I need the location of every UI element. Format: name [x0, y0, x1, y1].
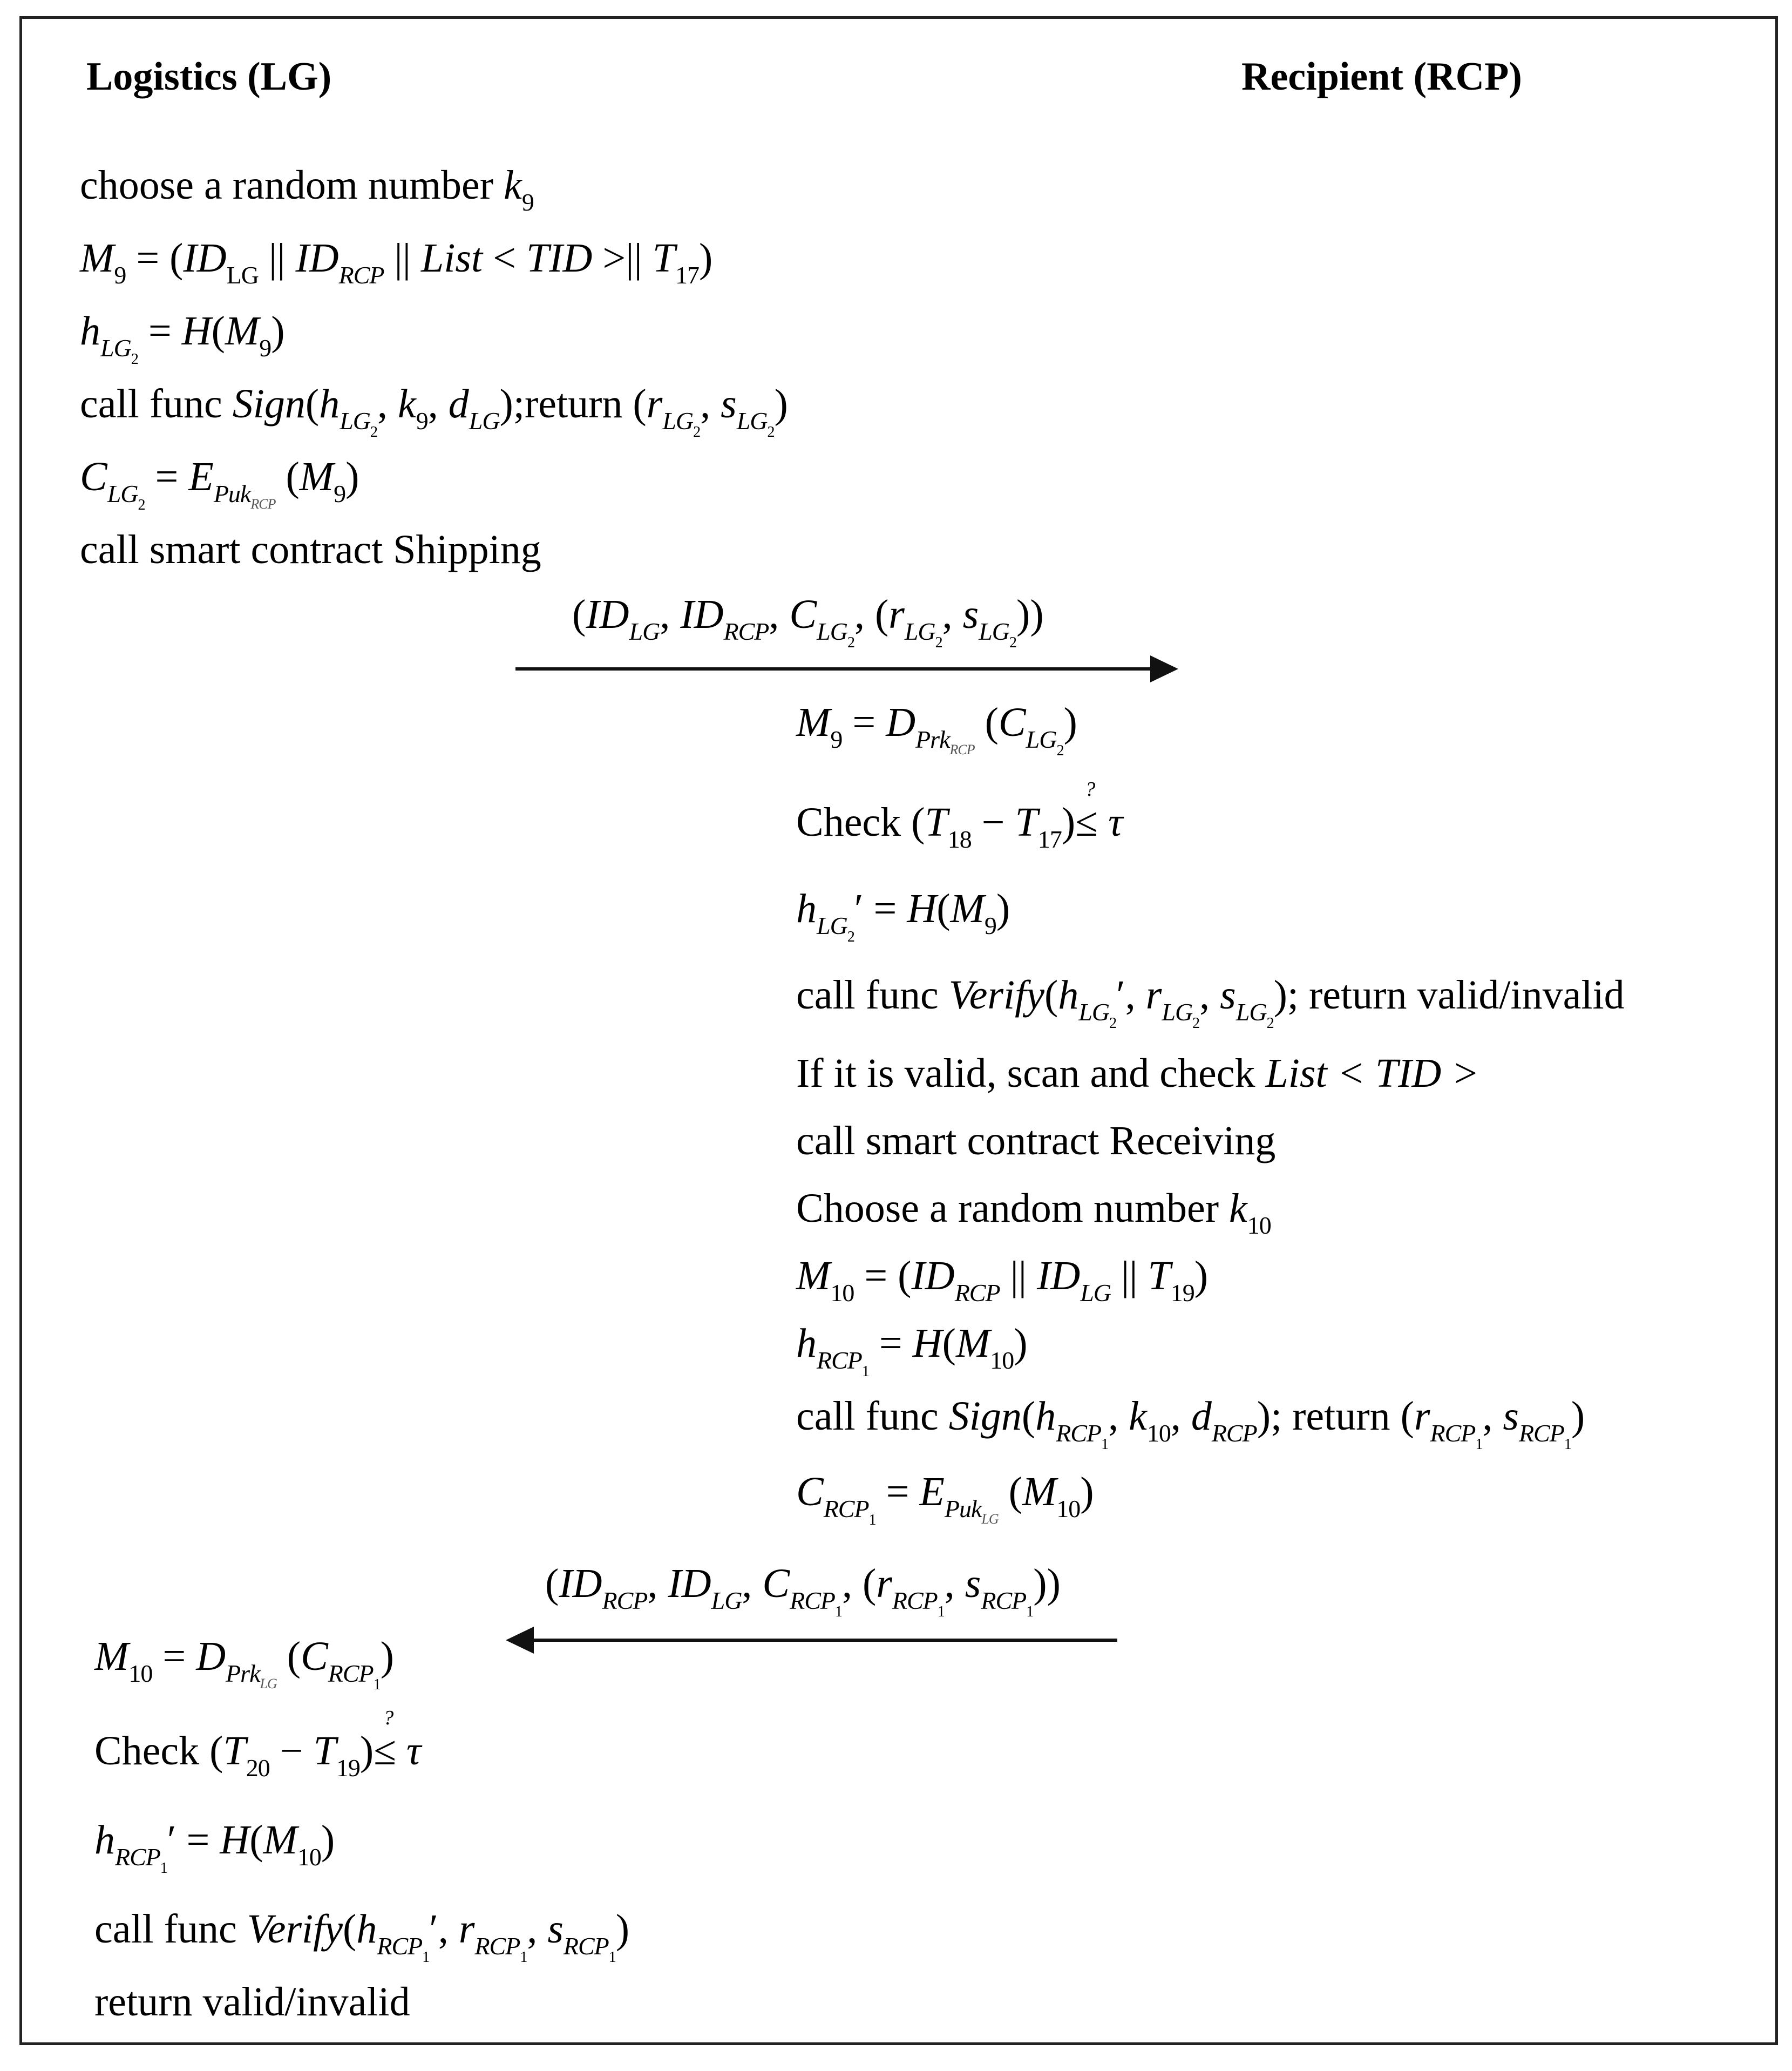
step-text: Check	[94, 1728, 210, 1774]
lg-step-return: return valid/invalid	[94, 1979, 410, 2025]
step-text: call func	[796, 1393, 949, 1439]
lg-step-check-time: Check $(T_{20} - T_{19})$ ? ≤ τ	[94, 1707, 422, 1782]
lg-step-encrypt: $C_{LG_2} = E_{Puk_{RCP}}$ $(M_9)$	[80, 454, 359, 513]
lg-step-sign: call func $Sign(h_{LG_2}$, $k_9$, $d_{LG});return$ ($r_{LG_2}$, $s_{LG_2}$)	[80, 381, 788, 441]
lg-step-rehash: $h_{RCP_1}' = H(M_{10})$	[94, 1817, 335, 1877]
rcp-step-rehash: $h_{LG_2}' = H(M_9)$	[796, 886, 1010, 945]
lg-step-shipping: call smart contract Shipping	[80, 527, 541, 572]
rcp-step-check-time: Check $(T_{18} - T_{17})$ ? ≤ τ	[796, 778, 1123, 853]
rcp-step-sign: call func $Sign(h_{RCP_1}$, $k_{10}$, $d_{RCP}$); return ($r_{RCP_1}$, $s_{RCP_1}$)	[796, 1393, 1585, 1453]
rcp-step-encrypt: $C_{RCP_1} = E_{Puk_{LG}}$ $(M_{10})$	[796, 1469, 1094, 1528]
actor-logistics: Logistics (LG)	[86, 55, 332, 99]
rcp-step-hash: $h_{RCP_1} = H(M_{10})$	[796, 1321, 1028, 1380]
step-text: Choose a random number	[796, 1186, 1230, 1231]
func-name: Verify	[948, 972, 1045, 1018]
rcp-step-m10: $M_{10} = (ID_{RCP}$ || $ID_{LG}$ || $T_{19}$)	[796, 1253, 1209, 1307]
rcp-step-verify: call func $Verify(h_{LG_2}'$, $r_{LG_2}$, $s_{LG_2}$); return valid/invalid	[796, 972, 1625, 1032]
arrow-left-icon	[510, 1639, 1117, 1642]
list-tid: List < TID >	[1265, 1051, 1479, 1096]
step-text: call func	[80, 381, 233, 427]
rcp-step-scan	[796, 1053, 1479, 1094]
func-name: Verify	[247, 1906, 343, 1952]
lg-step-verify: call func $Verify(h_{RCP_1}'$, $r_{RCP_1}$, $s_{RCP_1}$)	[94, 1906, 630, 1966]
actor-recipient: Recipient (RCP)	[1241, 55, 1522, 99]
rcp-step-decrypt: $M_9 = D_{Prk_{RCP}}$ $(C_{LG_2})$	[796, 700, 1077, 759]
lg-step-hash: $h_{LG_2} = H(M_9)$	[80, 308, 285, 368]
arrow-right-icon	[515, 667, 1174, 671]
step-text: Check	[796, 800, 912, 845]
step-text: call func	[796, 972, 949, 1018]
func-name: Sign	[948, 1393, 1022, 1439]
func-name: Sign	[232, 381, 306, 427]
message-2-label: ($ID_{RCP}$, $ID_{LG}$, $C_{RCP_1}$, ($r_{RCP_1}$, $s_{RCP_1}$))	[545, 1561, 1061, 1620]
lg-step-m9: $M_9 = (ID_{LG}$ || $ID_{RCP}$ || List < TID >|| $T_{17}$)	[80, 235, 713, 289]
lg-step-decrypt: $M_{10} = D_{Prk_{LG}}$ $(C_{RCP_1})$	[94, 1634, 394, 1693]
rcp-step-choose-k10: Choose a random number $k_{10}$	[796, 1186, 1271, 1239]
lg-step-choose-k9: choose a random number $k_9$	[80, 163, 534, 216]
step-text: If it is valid, scan and check	[796, 1051, 1266, 1096]
rcp-step-receiving: call smart contract Receiving	[796, 1118, 1276, 1163]
step-text: call func	[94, 1906, 247, 1952]
message-1-label: ($ID_{LG}$, $ID_{RCP}$, $C_{LG_2}$, ($r_{LG_2}$, $s_{LG_2}$))	[572, 592, 1044, 651]
step-text: choose a random number	[80, 163, 504, 208]
